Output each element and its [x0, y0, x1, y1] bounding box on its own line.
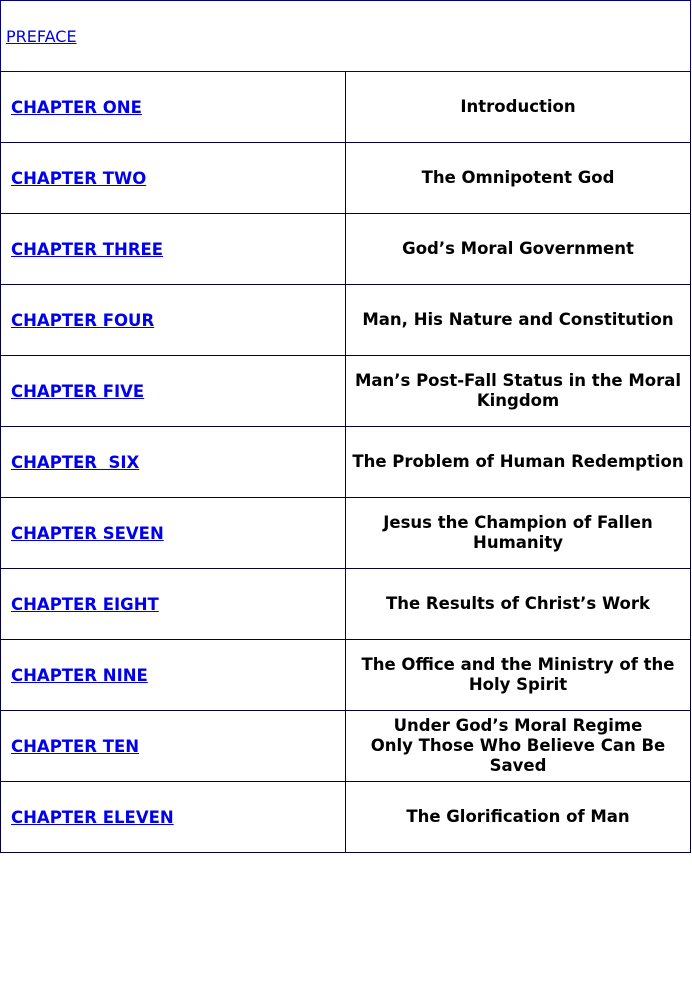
chapter-title: Man, His Nature and Constitution: [362, 310, 674, 329]
chapter-link-cell: [1, 285, 346, 356]
chapter-row: [1, 285, 691, 356]
preface-cell: [1, 1, 691, 72]
chapter-title-cell: [346, 498, 691, 569]
chapter-title: God’s Moral Government: [402, 239, 634, 258]
chapter-link-nine[interactable]: CHAPTER NINE: [11, 665, 148, 685]
chapter-title: The Omnipotent God: [421, 168, 615, 187]
chapter-row: [1, 498, 691, 569]
chapter-link-cell: [1, 711, 346, 782]
chapter-link-four[interactable]: CHAPTER FOUR: [11, 310, 155, 330]
chapter-title-cell: [346, 427, 691, 498]
preface-row: [1, 1, 691, 72]
chapter-link-cell: [1, 427, 346, 498]
chapter-link-seven[interactable]: CHAPTER SEVEN: [11, 523, 164, 543]
chapter-row: [1, 640, 691, 711]
chapter-title-line-2: Only Those Who Believe Can Be Saved: [370, 736, 666, 775]
chapter-link-cell: [1, 214, 346, 285]
preface-link[interactable]: PREFACE: [6, 26, 77, 46]
chapter-link-cell: [1, 782, 346, 853]
chapter-link-cell: [1, 498, 346, 569]
chapter-title-cell: [346, 72, 691, 143]
chapter-title: Introduction: [460, 97, 576, 116]
chapter-link-eleven[interactable]: CHAPTER ELEVEN: [11, 807, 174, 827]
chapter-link-ten[interactable]: CHAPTER TEN: [11, 736, 140, 756]
chapter-title-cell: [346, 640, 691, 711]
chapter-title-cell: [346, 569, 691, 640]
chapter-link-six[interactable]: CHAPTER SIX: [11, 452, 140, 472]
chapter-title-cell: [346, 356, 691, 427]
chapter-link-one[interactable]: CHAPTER ONE: [11, 97, 142, 117]
chapter-title-cell: [346, 143, 691, 214]
chapter-row: [1, 72, 691, 143]
chapter-link-cell: [1, 72, 346, 143]
chapter-row: [1, 782, 691, 853]
chapter-row: [1, 214, 691, 285]
chapter-title-cell: [346, 214, 691, 285]
chapter-title: Man’s Post-Fall Status in the Moral Kingdom: [354, 371, 682, 410]
chapter-row: [1, 427, 691, 498]
chapter-row: [1, 569, 691, 640]
chapter-link-two[interactable]: CHAPTER TWO: [11, 168, 147, 188]
chapter-title-line-1: Under God’s Moral Regime: [393, 716, 643, 735]
chapter-link-cell: [1, 356, 346, 427]
chapter-title: Jesus the Champion of Fallen Humanity: [383, 513, 653, 552]
chapter-row: [1, 356, 691, 427]
chapter-link-eight[interactable]: CHAPTER EIGHT: [11, 594, 159, 614]
chapter-row: [1, 711, 691, 782]
chapter-title-cell: [346, 782, 691, 853]
chapter-link-three[interactable]: CHAPTER THREE: [11, 239, 164, 259]
chapter-title: The Problem of Human Redemption: [352, 452, 684, 471]
chapter-title: The Results of Christ’s Work: [385, 594, 651, 613]
chapter-title-cell: [346, 711, 691, 782]
chapter-title: The Glorification of Man: [406, 807, 630, 826]
chapter-title: The Office and the Ministry of the Holy Spirit: [361, 655, 675, 694]
chapter-row: [1, 143, 691, 214]
chapter-link-five[interactable]: CHAPTER FIVE: [11, 381, 145, 401]
chapter-link-cell: [1, 143, 346, 214]
chapter-title-cell: [346, 285, 691, 356]
chapter-link-cell: [1, 569, 346, 640]
chapter-link-cell: [1, 640, 346, 711]
